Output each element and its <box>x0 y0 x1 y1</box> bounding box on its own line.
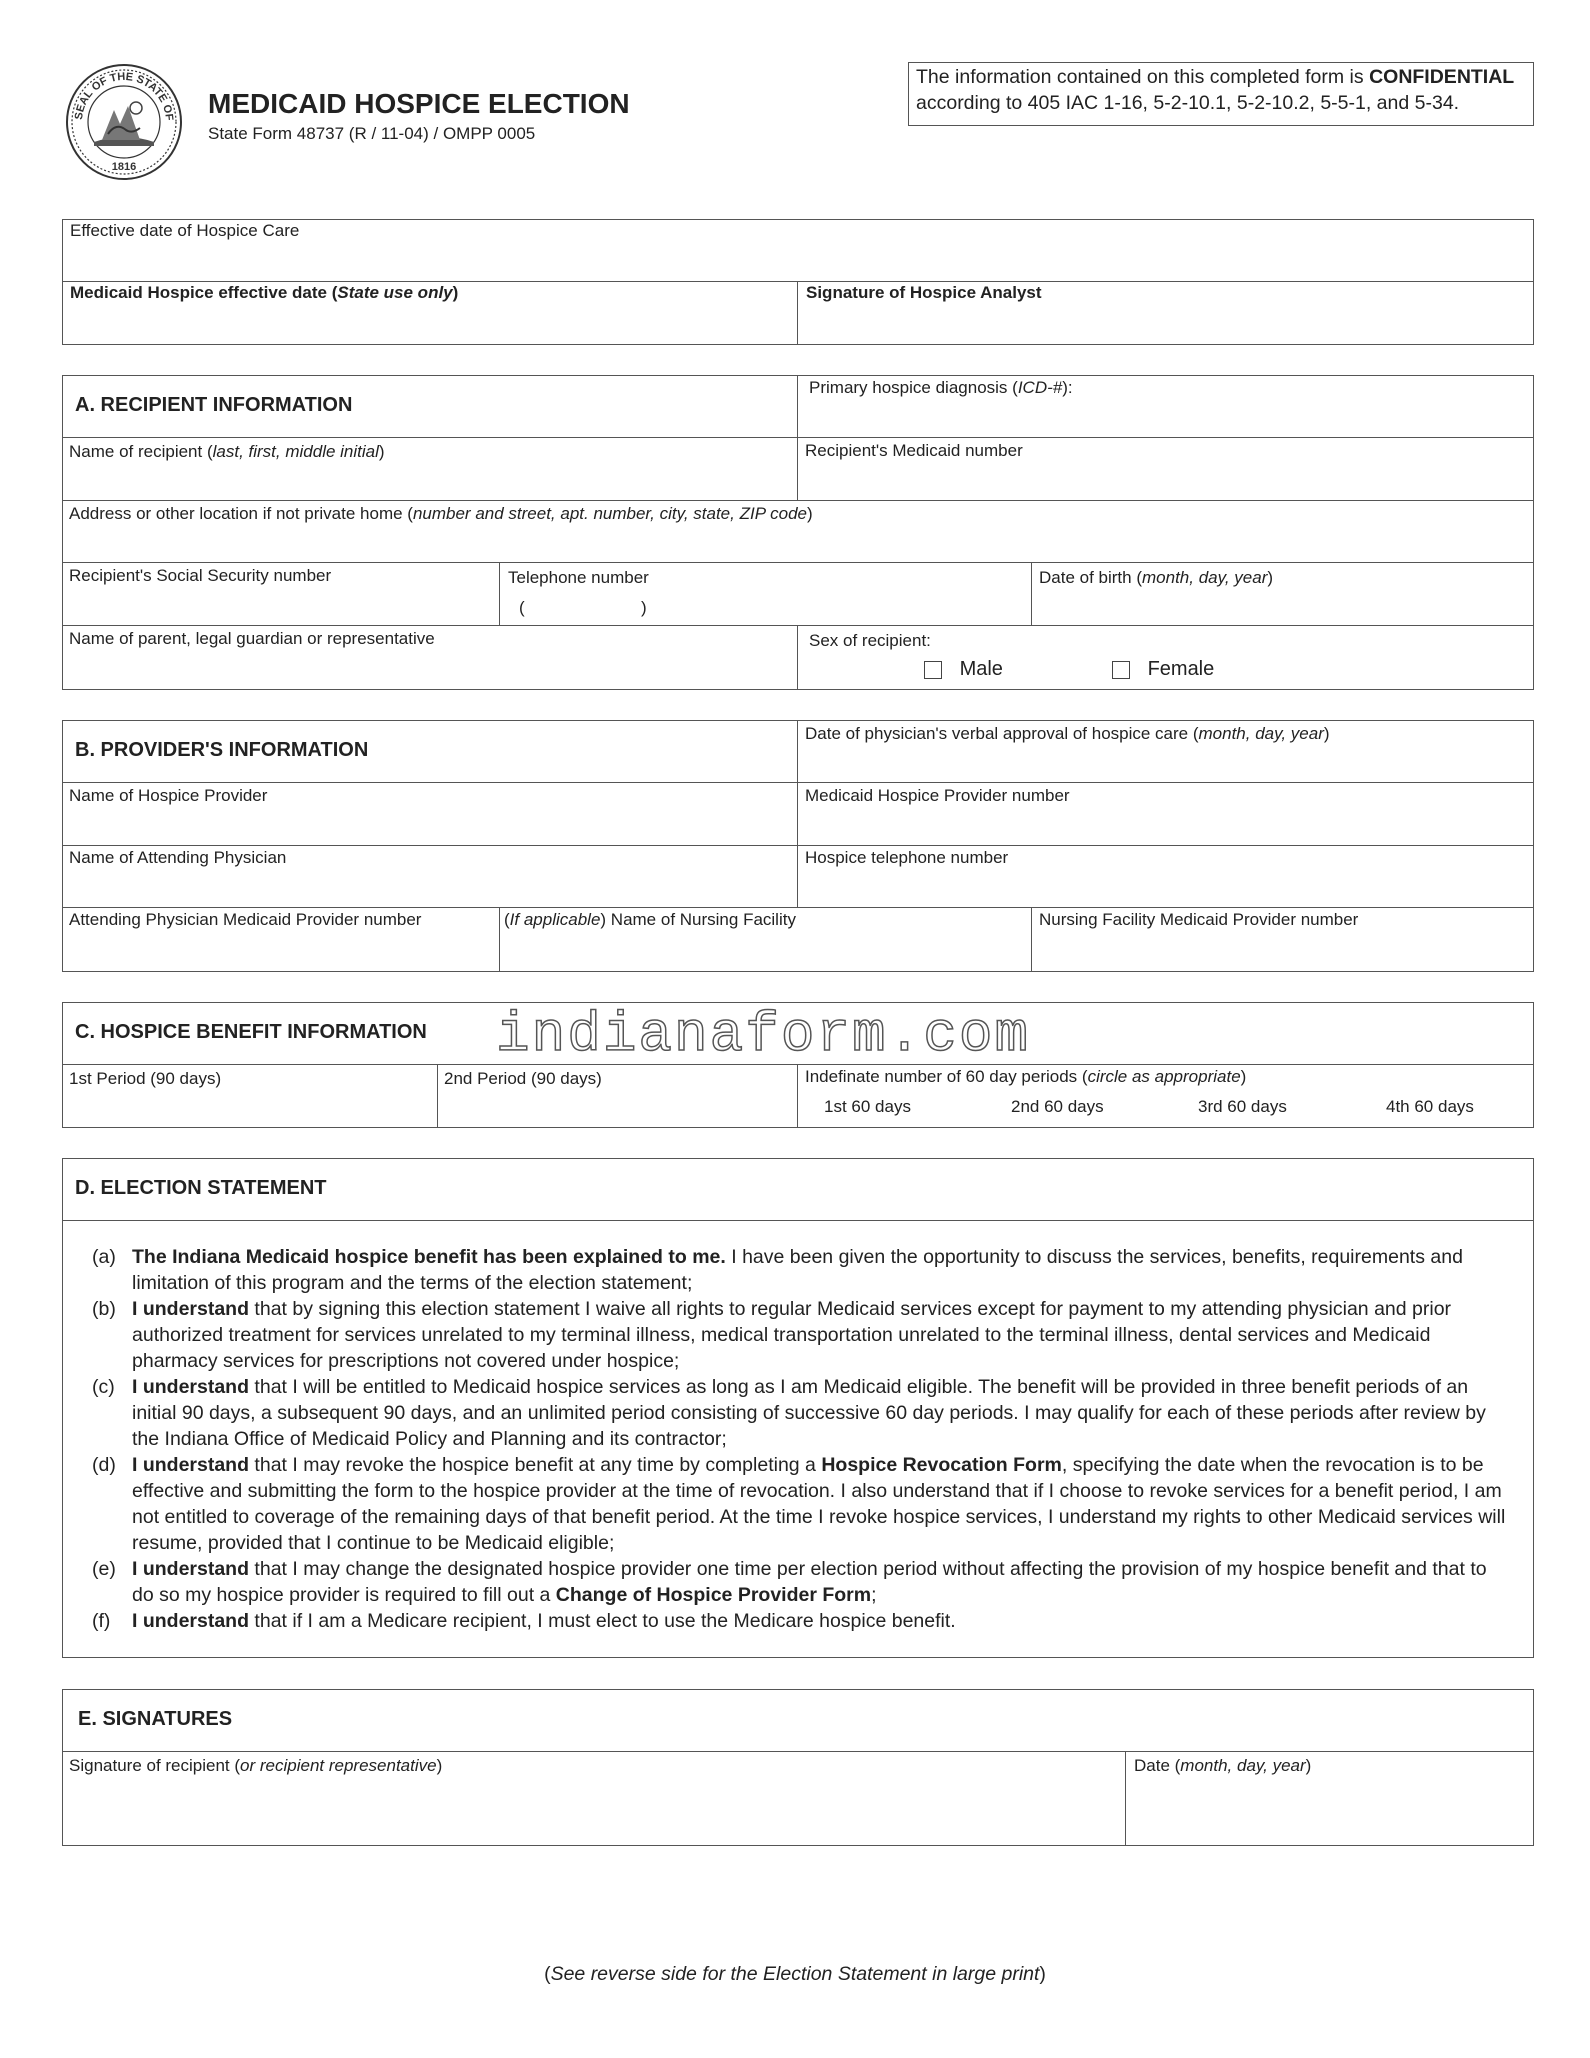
divider <box>62 281 1534 282</box>
svg-text:SEAL OF THE STATE OF INDIANA: SEAL OF THE STATE OF <box>72 70 176 122</box>
dob-field[interactable]: Date of birth (month, day, year) <box>1039 568 1274 587</box>
divider <box>797 1064 798 1128</box>
nursing-provider-number-field[interactable]: Nursing Facility Medicaid Provider number <box>1039 910 1359 929</box>
medicaid-number-field[interactable]: Recipient's Medicaid number <box>805 441 1023 460</box>
analyst-signature-field[interactable]: Signature of Hospice Analyst <box>806 283 1042 302</box>
statement-item-c: (c) I understand that I will be entitled to Medicaid hospice services as long as I am Medicaid eligible. The benefit will be provided in three benefit periods of an initial 90 days, a subsequent 90 days, and an unlimited period consisting of successive 60 day periods. I may qualify for each of these periods after review by the Indiana Office of Medicaid Policy and Planning and its contractor; <box>92 1376 1486 1450</box>
physician-provider-number-field[interactable]: Attending Physician Medicaid Provider number <box>69 910 422 929</box>
divider <box>1031 562 1032 625</box>
watermark: indianaform.com <box>496 1003 1031 1067</box>
election-statement <box>92 1244 1512 1634</box>
address-field[interactable]: Address or other location if not private home (number and street, apt. number, city, state, ZIP code) <box>69 504 813 523</box>
confidential-line2: according to 405 IAC 1-16, 5-2-10.1, 5-2-10.2, 5-5-1, and 5-34. <box>916 92 1460 114</box>
recipient-signature-field[interactable]: Signature of recipient (or recipient representative) <box>69 1756 443 1775</box>
telephone-field[interactable]: Telephone number <box>508 568 649 587</box>
recipient-name-field[interactable]: Name of recipient (last, first, middle initial) <box>69 442 385 461</box>
divider <box>437 1064 438 1128</box>
female-checkbox[interactable] <box>1112 661 1130 679</box>
divider <box>499 907 500 972</box>
female-option[interactable] <box>1112 658 1214 681</box>
state-seal <box>64 62 184 182</box>
divider <box>797 720 798 907</box>
divider <box>1125 1751 1126 1846</box>
male-option[interactable] <box>924 658 1003 681</box>
ssn-field[interactable]: Recipient's Social Security number <box>69 566 332 585</box>
divider <box>797 375 798 500</box>
statement-item-b: (b) I understand that by signing this election statement I waive all rights to regular Medicaid services except for payment to my attending physician and prior authorized treatment for services unrelated to my terminal illness, medical transportation unrelated to the terminal illness, dental services and Medicaid pharmacy services for prescriptions not covered under hospice; <box>92 1298 1452 1372</box>
confidential-line1: The information contained on this completed form is CONFIDENTIAL <box>916 66 1515 88</box>
guardian-field[interactable]: Name of parent, legal guardian or representative <box>69 629 435 648</box>
section-e-title: E. SIGNATURES <box>78 1708 233 1730</box>
section-d-title: D. ELECTION STATEMENT <box>75 1177 327 1199</box>
male-label: Male <box>959 658 1003 681</box>
statement-item-d: (d) I understand that I may revoke the hospice benefit at any time by completing a Hospice Revocation Form, specifying the date when the revocation is to be effective and submitting the form to the hospice provider at the time of revocation. I also understand that if I choose to revoke services for a benefit period, I am not entitled to coverage of the remaining days of that benefit period. At the time I revoke hospice services, I understand my rights to other Medicaid services will resume, provided that I continue to be Medicaid eligible; <box>92 1454 1506 1554</box>
signature-date-field[interactable]: Date (month, day, year) <box>1134 1756 1312 1775</box>
period-option-3[interactable]: 3rd 60 days <box>1198 1097 1287 1116</box>
hospice-telephone-field[interactable]: Hospice telephone number <box>805 848 1009 867</box>
divider <box>62 500 1534 501</box>
divider <box>62 625 1534 626</box>
telephone-paren-close: ) <box>641 598 647 617</box>
divider <box>62 907 1534 908</box>
second-period-field[interactable]: 2nd Period (90 days) <box>444 1069 602 1088</box>
telephone-paren-open: ( <box>519 598 525 617</box>
svg-text:1816: 1816 <box>111 161 137 173</box>
female-label: Female <box>1147 658 1215 681</box>
verbal-approval-date-field[interactable]: Date of physician's verbal approval of hospice care (month, day, year) <box>805 724 1330 743</box>
divider <box>797 625 798 690</box>
hospice-provider-name-field[interactable]: Name of Hospice Provider <box>69 786 268 805</box>
statement-item-a: (a) The Indiana Medicaid hospice benefit has been explained to me. I have been given the opportunity to discuss the services, benefits, requirements and limitation of this program and the terms of the election statement; <box>92 1246 1463 1294</box>
divider <box>62 845 1534 846</box>
period-option-2[interactable]: 2nd 60 days <box>1011 1097 1104 1116</box>
divider <box>499 562 500 625</box>
section-c-title: C. HOSPICE BENEFIT INFORMATION <box>75 1021 427 1043</box>
male-checkbox[interactable] <box>924 661 942 679</box>
section-b-title: B. PROVIDER'S INFORMATION <box>75 739 369 761</box>
attending-physician-field[interactable]: Name of Attending Physician <box>69 848 287 867</box>
period-option-1[interactable]: 1st 60 days <box>824 1097 911 1116</box>
primary-diagnosis-field[interactable]: Primary hospice diagnosis (ICD-#): <box>809 378 1073 397</box>
footer-note: (See reverse side for the Election Statement in large print) <box>544 1963 1046 1985</box>
section-a-title: A. RECIPIENT INFORMATION <box>75 394 353 416</box>
divider <box>1031 907 1032 972</box>
divider <box>62 1220 1534 1221</box>
form-title: MEDICAID HOSPICE ELECTION <box>208 88 630 119</box>
form-number: State Form 48737 (R / 11-04) / OMPP 0005 <box>208 124 536 143</box>
statement-item-e: (e) I understand that I may change the designated hospice provider one time per election period without affecting the provision of my hospice benefit and that to do so my hospice provider is required to fill out a Change of Hospice Provider Form; <box>92 1558 1487 1606</box>
sex-label: Sex of recipient: <box>809 631 931 650</box>
nursing-facility-field[interactable]: (If applicable) Name of Nursing Facility <box>504 910 796 929</box>
medicaid-effective-date-field[interactable]: Medicaid Hospice effective date (State use only) <box>70 283 459 302</box>
divider <box>62 437 1534 438</box>
divider <box>62 782 1534 783</box>
divider <box>62 562 1534 563</box>
indefinite-periods-label: Indefinate number of 60 day periods (circle as appropriate) <box>805 1067 1247 1086</box>
period-option-4[interactable]: 4th 60 days <box>1386 1097 1474 1116</box>
first-period-field[interactable]: 1st Period (90 days) <box>69 1069 222 1088</box>
hospice-provider-number-field[interactable]: Medicaid Hospice Provider number <box>805 786 1070 805</box>
statement-item-f: (f) I understand that if I am a Medicare recipient, I must elect to use the Medicare hospice benefit. <box>92 1610 956 1632</box>
divider <box>62 1751 1534 1752</box>
divider <box>797 281 798 345</box>
effective-date-field[interactable]: Effective date of Hospice Care <box>70 221 300 240</box>
